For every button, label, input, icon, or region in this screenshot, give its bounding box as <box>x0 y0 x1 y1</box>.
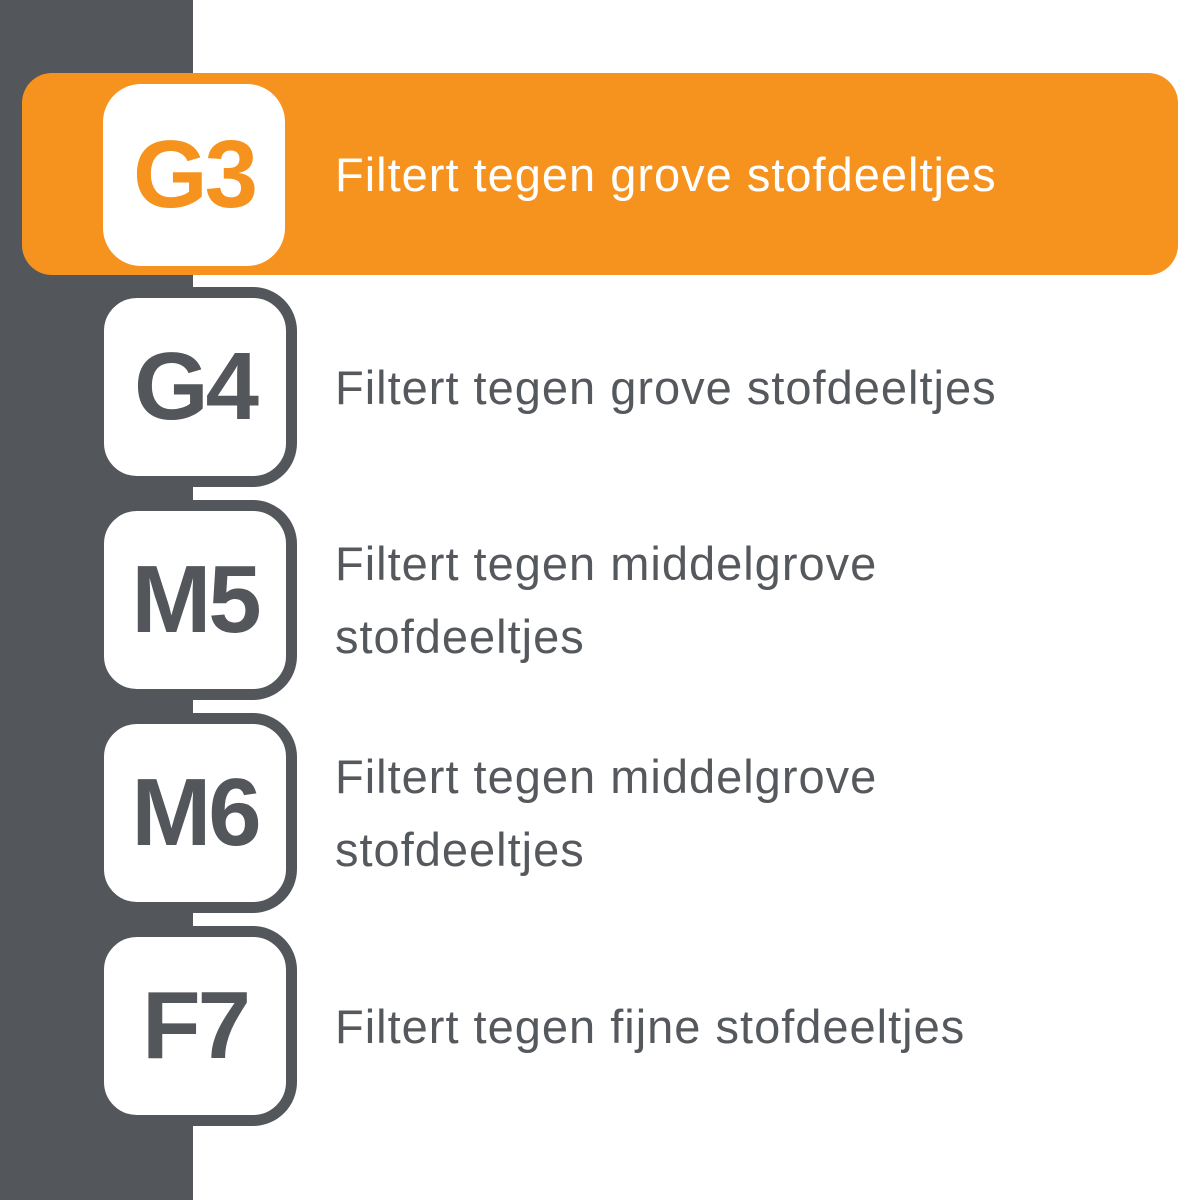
filter-badge-m5 <box>93 500 297 700</box>
filter-badge-g3 <box>103 84 285 266</box>
description-line-1: Filtert tegen middelgrove <box>335 537 878 590</box>
description-line-1: Filtert tegen grove stofdeeltjes <box>335 360 997 414</box>
filter-code-m6: M6 <box>131 759 259 866</box>
filter-code-g3: G3 <box>132 121 256 228</box>
filter-code-m5: M5 <box>131 546 259 653</box>
filter-badge-g4 <box>93 287 297 487</box>
filter-code-f7: F7 <box>141 972 249 1079</box>
description-line-1: Filtert tegen fijne stofdeeltjes <box>335 999 966 1053</box>
description-line-2: stofdeeltjes <box>335 823 585 876</box>
filter-code-g4: G4 <box>133 333 257 440</box>
filter-badge-f7 <box>93 926 297 1126</box>
description-line-1: Filtert tegen middelgrove <box>335 750 878 803</box>
filter-description-g4 <box>335 287 997 487</box>
filter-description-m6 <box>335 713 877 913</box>
filter-description-m5 <box>335 500 877 700</box>
filter-description-g3 <box>335 73 997 275</box>
description-line-2: stofdeeltjes <box>335 610 585 663</box>
filter-badge-m6 <box>93 713 297 913</box>
filter-description-f7 <box>335 926 965 1126</box>
description-line-1: Filtert tegen grove stofdeeltjes <box>335 147 997 201</box>
